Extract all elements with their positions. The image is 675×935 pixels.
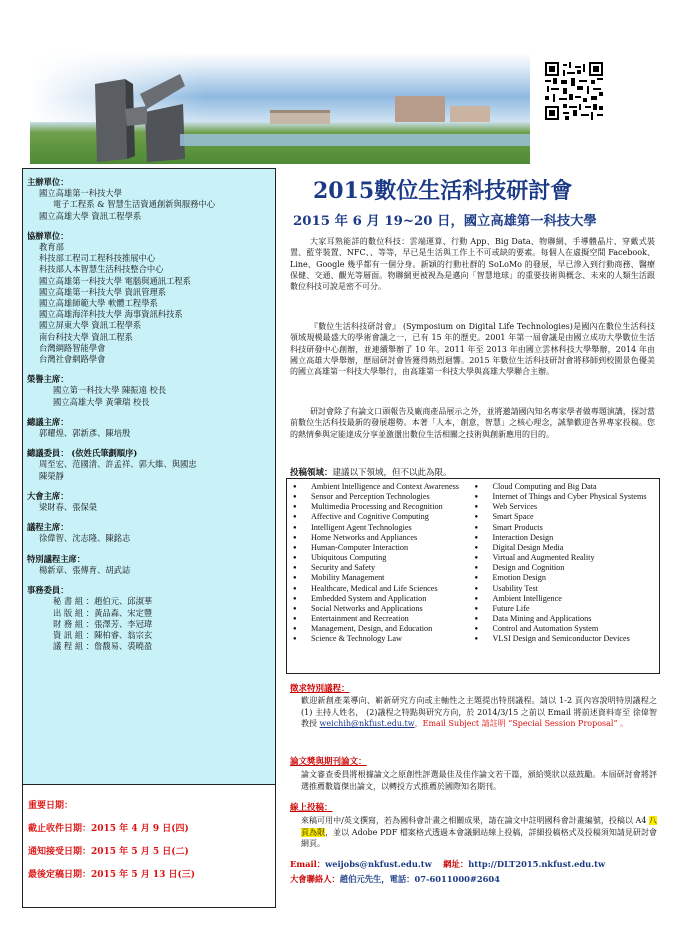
committee-section-title: 大會主席： — [27, 490, 69, 501]
committee-member: 楊新章、張傳育、胡武誌 — [39, 564, 131, 575]
contact-line — [290, 858, 605, 870]
topic-item: ● Human-Computer Interaction — [293, 543, 475, 553]
topic-item: ● Security and Safety — [293, 563, 475, 573]
topic-item: ● Multimedia Processing and Recognition — [293, 502, 475, 512]
topics-heading — [290, 466, 452, 478]
committee-section-title: 總議主席： — [27, 416, 69, 427]
topic-item: ● Entertainment and Recreation — [293, 614, 475, 624]
liaison-line — [290, 873, 500, 885]
committee-member: 科技部人本智慧生活科技整合中心 — [39, 264, 164, 275]
committee-member: 國立高雄第一科技大學 電腦與通訊工程系 — [39, 275, 191, 286]
committee-member: 秘 書 組 ：趙伯元、邱淑華 — [53, 596, 153, 607]
topic-item: ● Internet of Things and Cyber Physical Systems — [475, 492, 657, 502]
topic-item: ● Web Services — [475, 502, 657, 512]
committee-member: 南台科技大學 資訊工程系 — [39, 331, 133, 342]
website-label: 網址： — [443, 859, 469, 869]
committee-member: 國立第一科技大學 陳振遠 校長 — [53, 385, 167, 396]
topic-item: ● Digital Design Media — [475, 543, 657, 553]
submission-text — [301, 815, 657, 850]
committee-member: 國立屏東大學 資訊工程學系 — [39, 320, 142, 331]
special-session-subject-note: ，Email Subject 請註明 “Special Session Proposal” 。 — [414, 719, 629, 729]
committee-section-title: 議程主席： — [27, 522, 69, 533]
committee-member: 國立高雄大學 黃肇瑞 校長 — [53, 396, 150, 407]
contact-email-link[interactable]: weijobs@nkfust.edu.tw — [325, 859, 432, 869]
topic-item: ● Home Networks and Appliances — [293, 533, 475, 543]
topic-item: ● Intelligent Agent Technologies — [293, 523, 475, 533]
dates-title: 重要日期： — [28, 801, 74, 811]
topic-item: ● Mobility Management — [293, 573, 475, 583]
topic-item: ● Interaction Design — [475, 533, 657, 543]
email-label: Email： — [290, 859, 326, 869]
committee-member: 國立高雄第一科技大學 — [39, 188, 122, 199]
committee-member: 教育部 — [39, 242, 64, 253]
header-banner-photo — [30, 52, 530, 164]
committee-section-title: 總議委員： (依姓氏筆劃順序) — [27, 448, 138, 459]
committee-member: 國立高雄大學 資訊工程學系 — [39, 210, 142, 221]
topic-item: ● Sensor and Perception Technologies — [293, 492, 475, 502]
topic-item: ● Design and Cognition — [475, 563, 657, 573]
topic-item: ● Healthcare, Medical and Life Sciences — [293, 584, 475, 594]
page-title: 2015數位生活科技研討會 — [313, 178, 573, 204]
committee-panel — [22, 168, 276, 908]
committee-member: 梁財春、張保榮 — [39, 502, 98, 513]
topic-item: ● Management, Design, and Education — [293, 624, 475, 634]
committee-section-title: 協辦單位： — [27, 230, 69, 241]
topics-hint: 建議以下領域，但不以此為限。 — [332, 468, 452, 478]
topic-item: ● Embedded System and Application — [293, 594, 475, 604]
committee-member: 郭耀煌、郭新彥、陳培殷 — [39, 428, 131, 439]
committee-section-title: 榮譽主席： — [27, 374, 69, 385]
topic-item: ● Social Networks and Applications — [293, 604, 475, 614]
committee-member: 財 務 組 ：張澤芳、李冠瑋 — [53, 618, 153, 629]
committee-member: 資 訊 組 ：陳柏睿、翁宗玄 — [53, 629, 153, 640]
campus-sculpture-image — [85, 64, 195, 164]
liaison-label: 大會聯絡人： — [290, 874, 340, 884]
special-session-heading: 徵求特別議程： — [290, 684, 350, 694]
topic-item: ● Smart Products — [475, 523, 657, 533]
date-notification: 通知接受日期：2015 年 5 月 5 日(二) — [28, 847, 189, 857]
topic-item: ● Affective and Cognitive Computing — [293, 512, 475, 522]
topic-item: ● Usability Test — [475, 584, 657, 594]
date-final: 最後定稿日期：2015 年 5 月 13 日(三) — [28, 870, 196, 880]
committee-section-title: 事務委員： — [27, 585, 69, 596]
website-link[interactable]: http://DLT2015.nkfust.edu.tw — [468, 859, 606, 869]
committee-member: 出 版 組 ：黃品森、宋定豐 — [53, 607, 153, 618]
qr-code — [545, 62, 603, 120]
committee-section-title: 主辦單位： — [27, 177, 69, 187]
topics-list-right — [475, 482, 657, 673]
committee-member: 電子工程系 & 智慧生活資通創新與服務中心 — [53, 199, 216, 210]
committee-section-title: 特別議程主席： — [27, 553, 86, 564]
event-date-venue: 2015 年 6 月 19~20 日，國立高雄第一科技大學 — [293, 214, 597, 229]
committee-member: 議 程 組 ：詹馥易、裘曉盈 — [53, 641, 153, 652]
topic-item: ● Future Life — [475, 604, 657, 614]
committee-member: 周至宏、范國清、許孟祥、郭大維、與國忠 — [39, 459, 197, 470]
committee-member: 國立高雄師範大學 軟體工程學系 — [39, 298, 158, 309]
important-dates — [23, 784, 275, 907]
special-session-text — [301, 695, 657, 730]
topic-item: ● Cloud Computing and Big Data — [475, 482, 657, 492]
page-limit-highlight: 八頁為限 — [301, 816, 657, 837]
submission-body-2: ，並以 Adobe PDF 檔案格式透過本會議網站線上投稿，詳細投稿格式及投稿須知請見研討會網頁。 — [301, 827, 657, 849]
intro-paragraph-1: 大家耳熟能詳的數位科技：雲端運算、行動 App、Big Data、物聯網、手導體晶片、穿戴式裝置、藍芽裝置、NFC、、等等，早已是生活與工作上不可或缺的要素。每個人在虛擬空間 Facebook、Line、Google 幾乎都有一個分身。新穎的行動社群的 SoLoMo 的發展，早已滲入到行動商務、醫療保健、交通、觀光等層面。物聯網更被視為是邁向「智慧地球」的重要技術與概念、未來的人類生活跟數位科技可說是密不可分。 — [290, 237, 655, 292]
award-text: 論文審查委員將根據論文之原創性評選最佳及佳作論文若干篇，頒給獎狀以茲鼓勵。本屆研討會將評選推薦數篇傑出論文，以轉投方式推薦於國際知名期刊。 — [301, 770, 657, 791]
committee-list — [23, 169, 275, 784]
topic-item: ● Ubiquitous Computing — [293, 553, 475, 563]
committee-member: 陳榮靜 — [39, 470, 64, 481]
topic-item: ● Data Mining and Applications — [475, 614, 657, 624]
topic-item: ● Virtual and Augmented Reality — [475, 553, 657, 563]
special-session-email-link[interactable]: weichih@nkfust.edu.tw — [319, 719, 415, 729]
intro-paragraph-2: 『數位生活科技研討會』 (Symposium on Digital Life Technologies)是國內在數位生活科技領域規模最盛大的學術會議之一，已有 15 年的歷史。2001 年第一屆會議是由國立成功大學數位生活科技研發中心創辦，並連續舉辦了 10 年。2011 年至 2013 年由國立雲林科技大學舉辦，2014 年由國立高雄大學舉辦，歷屆研討會皆獲得熱烈迴響。2015 年數位生活科技研討會將移師到校園景色優美的國立高雄第一科技大學舉行，由高雄第一科技大學與高雄大學聯合主辦。 — [290, 322, 655, 377]
committee-member: 國立高雄第一科技大學 資訊管理系 — [39, 286, 167, 297]
committee-member: 徐偉智、沈志隆、陳銘志 — [39, 533, 131, 544]
topic-item: ● Ambient Intelligence — [475, 594, 657, 604]
topics-box — [286, 478, 660, 674]
committee-member: 科技部工程司工程科技推展中心 — [39, 253, 156, 264]
date-submission: 截止收件日期：2015 年 4 月 9 日(四) — [28, 824, 189, 834]
topics-list-left — [293, 482, 475, 673]
topic-item: ● Control and Automation System — [475, 624, 657, 634]
topic-item: ● Emotion Design — [475, 573, 657, 583]
special-session-body: 歡迎新創產業導向、嶄新研究方向或主軸性之主題提出特別議程。請以 1-2 頁內容說明特別議程之 (1) 主持人姓名， (2)議程之特點與研究方向，於 2014/3/15 之前以 Email 將前述資料寄至 徐偉智教授 — [301, 696, 657, 729]
submission-heading: 線上投稿： — [290, 803, 333, 813]
topic-item: ● Ambient Intelligence and Context Awareness — [293, 482, 475, 492]
topic-item: ● VLSI Design and Semiconductor Devices — [475, 634, 657, 644]
topic-item: ● Smart Space — [475, 512, 657, 522]
submission-body: 來稿可用中/英文撰寫，若為國科會計畫之相關成果，請在論文中註明國科會計畫編號，投稿以 A4 — [301, 816, 649, 825]
intro-paragraph-3: 研討會除了有論文口頭報告及廠商產品展示之外，並將邀請國內知名專家學者做專題演講，探討當前數位生活科技最新的發展趨勢。本著「人本，創意，智慧」之核心理念，誠摯歡迎各界專家投稿。您的熱情參與定能達成分享並激盪出數位生活相關之技術與創新應用的目的。 — [290, 407, 655, 439]
topic-item: ● Science & Technology Law — [293, 634, 475, 644]
committee-member: 台灣社會網路學會 — [39, 354, 106, 365]
award-heading: 論文獎與期刊論文： — [290, 757, 367, 767]
committee-member: 國立高雄海洋科技大學 海事資訊科技系 — [39, 309, 183, 320]
committee-member: 台灣網路智能學會 — [39, 342, 106, 353]
topics-label: 投稿領域： — [290, 468, 333, 478]
liaison-info: 趙伯元先生，電話：07-6011000#2604 — [339, 874, 500, 884]
